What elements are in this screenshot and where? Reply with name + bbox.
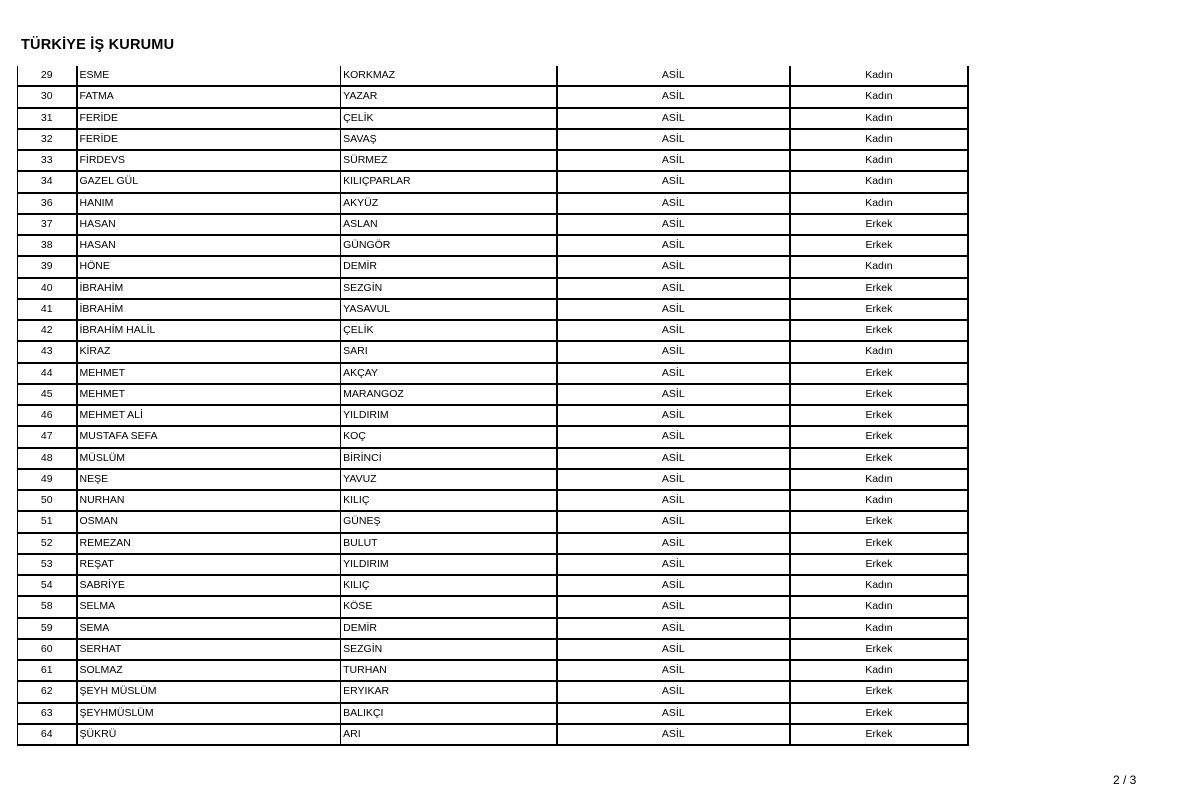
surname-cell: BİRİNCİ <box>341 448 557 469</box>
first-name-cell: SELMA <box>77 596 341 617</box>
gender-cell: Erkek <box>790 554 968 575</box>
gender-cell: Kadın <box>790 256 968 277</box>
surname-cell: GÜNEŞ <box>341 511 557 532</box>
row-number: 36 <box>18 193 77 214</box>
status-cell: ASİL <box>557 426 790 447</box>
first-name-cell: SEMA <box>77 618 341 639</box>
table-row <box>18 426 969 447</box>
first-name-cell: FERİDE <box>77 108 341 129</box>
first-name-cell: İBRAHİM <box>77 299 341 320</box>
gender-cell: Erkek <box>790 235 968 256</box>
row-number: 50 <box>18 490 77 511</box>
row-number: 38 <box>18 235 77 256</box>
status-cell: ASİL <box>557 341 790 362</box>
row-number: 29 <box>18 66 77 86</box>
surname-cell: TURHAN <box>341 660 557 681</box>
row-number: 37 <box>18 214 77 235</box>
gender-cell: Kadın <box>790 86 968 107</box>
first-name-cell: MEHMET <box>77 363 341 384</box>
status-cell: ASİL <box>557 596 790 617</box>
surname-cell: ERYIKAR <box>341 681 557 702</box>
table-row <box>18 405 969 426</box>
gender-cell: Erkek <box>790 299 968 320</box>
first-name-cell: HÖNE <box>77 256 341 277</box>
surname-cell: YILDIRIM <box>341 405 557 426</box>
gender-cell: Erkek <box>790 533 968 554</box>
gender-cell: Kadın <box>790 618 968 639</box>
table-row <box>18 596 969 617</box>
gender-cell: Kadın <box>790 171 968 192</box>
surname-cell: GÜNGÖR <box>341 235 557 256</box>
surname-cell: AKYÜZ <box>341 193 557 214</box>
gender-cell: Erkek <box>790 724 968 745</box>
first-name-cell: FATMA <box>77 86 341 107</box>
row-number: 31 <box>18 108 77 129</box>
status-cell: ASİL <box>557 469 790 490</box>
gender-cell: Erkek <box>790 511 968 532</box>
table-row <box>18 660 969 681</box>
table-row <box>18 511 969 532</box>
status-cell: ASİL <box>557 363 790 384</box>
first-name-cell: MÜSLÜM <box>77 448 341 469</box>
table-row <box>18 86 969 107</box>
row-number: 54 <box>18 575 77 596</box>
table-row <box>18 256 969 277</box>
first-name-cell: İBRAHİM <box>77 278 341 299</box>
row-number: 63 <box>18 703 77 724</box>
first-name-cell: SOLMAZ <box>77 660 341 681</box>
surname-cell: SEZGİN <box>341 639 557 660</box>
first-name-cell: ESME <box>77 66 341 86</box>
table-row <box>18 533 969 554</box>
status-cell: ASİL <box>557 618 790 639</box>
status-cell: ASİL <box>557 278 790 299</box>
gender-cell: Kadın <box>790 150 968 171</box>
row-number: 53 <box>18 554 77 575</box>
first-name-cell: OSMAN <box>77 511 341 532</box>
row-number: 49 <box>18 469 77 490</box>
surname-cell: SAVAŞ <box>341 129 557 150</box>
status-cell: ASİL <box>557 86 790 107</box>
gender-cell: Erkek <box>790 448 968 469</box>
row-number: 33 <box>18 150 77 171</box>
first-name-cell: NEŞE <box>77 469 341 490</box>
roster-table-body <box>18 66 969 745</box>
surname-cell: KORKMAZ <box>341 66 557 86</box>
row-number: 34 <box>18 171 77 192</box>
first-name-cell: REMEZAN <box>77 533 341 554</box>
first-name-cell: HASAN <box>77 235 341 256</box>
status-cell: ASİL <box>557 320 790 341</box>
table-row <box>18 193 969 214</box>
gender-cell: Kadın <box>790 108 968 129</box>
table-row <box>18 341 969 362</box>
table-row <box>18 724 969 745</box>
status-cell: ASİL <box>557 256 790 277</box>
table-row <box>18 214 969 235</box>
table-row <box>18 235 969 256</box>
gender-cell: Erkek <box>790 639 968 660</box>
table-row <box>18 363 969 384</box>
status-cell: ASİL <box>557 150 790 171</box>
status-cell: ASİL <box>557 384 790 405</box>
table-row <box>18 469 969 490</box>
surname-cell: ASLAN <box>341 214 557 235</box>
first-name-cell: GAZEL GÜL <box>77 171 341 192</box>
row-number: 30 <box>18 86 77 107</box>
surname-cell: YASAVUL <box>341 299 557 320</box>
table-row <box>18 490 969 511</box>
gender-cell: Kadın <box>790 193 968 214</box>
table-row <box>18 66 969 86</box>
gender-cell: Kadın <box>790 575 968 596</box>
table-row <box>18 108 969 129</box>
first-name-cell: MEHMET <box>77 384 341 405</box>
row-number: 64 <box>18 724 77 745</box>
first-name-cell: FERİDE <box>77 129 341 150</box>
table-row <box>18 681 969 702</box>
gender-cell: Erkek <box>790 703 968 724</box>
first-name-cell: MEHMET ALİ <box>77 405 341 426</box>
page-title: TÜRKİYE İŞ KURUMU <box>21 37 175 53</box>
table-row <box>18 299 969 320</box>
gender-cell: Kadın <box>790 490 968 511</box>
surname-cell: YAZAR <box>341 86 557 107</box>
surname-cell: MARANGOZ <box>341 384 557 405</box>
row-number: 62 <box>18 681 77 702</box>
row-number: 40 <box>18 278 77 299</box>
gender-cell: Erkek <box>790 278 968 299</box>
table-row <box>18 639 969 660</box>
row-number: 58 <box>18 596 77 617</box>
status-cell: ASİL <box>557 235 790 256</box>
first-name-cell: HANIM <box>77 193 341 214</box>
first-name-cell: MUSTAFA SEFA <box>77 426 341 447</box>
first-name-cell: FİRDEVS <box>77 150 341 171</box>
status-cell: ASİL <box>557 299 790 320</box>
surname-cell: ÇELİK <box>341 108 557 129</box>
status-cell: ASİL <box>557 66 790 86</box>
first-name-cell: HASAN <box>77 214 341 235</box>
surname-cell: ÇELİK <box>341 320 557 341</box>
table-row <box>18 448 969 469</box>
status-cell: ASİL <box>557 214 790 235</box>
row-number: 47 <box>18 426 77 447</box>
surname-cell: DEMİR <box>341 256 557 277</box>
row-number: 32 <box>18 129 77 150</box>
first-name-cell: İBRAHİM HALİL <box>77 320 341 341</box>
gender-cell: Kadın <box>790 596 968 617</box>
surname-cell: YAVUZ <box>341 469 557 490</box>
status-cell: ASİL <box>557 724 790 745</box>
surname-cell: AKÇAY <box>341 363 557 384</box>
surname-cell: DEMİR <box>341 618 557 639</box>
surname-cell: KILIÇ <box>341 575 557 596</box>
surname-cell: SARI <box>341 341 557 362</box>
gender-cell: Kadın <box>790 469 968 490</box>
first-name-cell: REŞAT <box>77 554 341 575</box>
table-row <box>18 129 969 150</box>
row-number: 46 <box>18 405 77 426</box>
row-number: 59 <box>18 618 77 639</box>
gender-cell: Kadın <box>790 660 968 681</box>
row-number: 43 <box>18 341 77 362</box>
status-cell: ASİL <box>557 681 790 702</box>
first-name-cell: KİRAZ <box>77 341 341 362</box>
first-name-cell: NURHAN <box>77 490 341 511</box>
status-cell: ASİL <box>557 533 790 554</box>
table-row <box>18 320 969 341</box>
status-cell: ASİL <box>557 639 790 660</box>
row-number: 48 <box>18 448 77 469</box>
surname-cell: BALIKÇI <box>341 703 557 724</box>
gender-cell: Erkek <box>790 363 968 384</box>
surname-cell: SÜRMEZ <box>341 150 557 171</box>
row-number: 52 <box>18 533 77 554</box>
roster-table <box>17 66 969 746</box>
gender-cell: Kadın <box>790 66 968 86</box>
first-name-cell: ŞEYHMÜSLÜM <box>77 703 341 724</box>
status-cell: ASİL <box>557 554 790 575</box>
status-cell: ASİL <box>557 193 790 214</box>
row-number: 42 <box>18 320 77 341</box>
surname-cell: YILDIRIM <box>341 554 557 575</box>
first-name-cell: SABRİYE <box>77 575 341 596</box>
status-cell: ASİL <box>557 129 790 150</box>
first-name-cell: SERHAT <box>77 639 341 660</box>
table-row <box>18 150 969 171</box>
status-cell: ASİL <box>557 171 790 192</box>
gender-cell: Erkek <box>790 214 968 235</box>
surname-cell: KÖSE <box>341 596 557 617</box>
status-cell: ASİL <box>557 660 790 681</box>
surname-cell: KILIÇ <box>341 490 557 511</box>
status-cell: ASİL <box>557 511 790 532</box>
gender-cell: Kadın <box>790 341 968 362</box>
table-row <box>18 618 969 639</box>
table-row <box>18 384 969 405</box>
gender-cell: Erkek <box>790 384 968 405</box>
row-number: 61 <box>18 660 77 681</box>
table-row <box>18 575 969 596</box>
first-name-cell: ŞÜKRÜ <box>77 724 341 745</box>
row-number: 41 <box>18 299 77 320</box>
table-row <box>18 278 969 299</box>
row-number: 39 <box>18 256 77 277</box>
first-name-cell: ŞEYH MÜSLÜM <box>77 681 341 702</box>
status-cell: ASİL <box>557 575 790 596</box>
table-row <box>18 703 969 724</box>
status-cell: ASİL <box>557 405 790 426</box>
gender-cell: Erkek <box>790 320 968 341</box>
status-cell: ASİL <box>557 448 790 469</box>
gender-cell: Kadın <box>790 129 968 150</box>
row-number: 44 <box>18 363 77 384</box>
surname-cell: KOÇ <box>341 426 557 447</box>
surname-cell: KILIÇPARLAR <box>341 171 557 192</box>
row-number: 60 <box>18 639 77 660</box>
status-cell: ASİL <box>557 703 790 724</box>
surname-cell: BULUT <box>341 533 557 554</box>
status-cell: ASİL <box>557 108 790 129</box>
row-number: 51 <box>18 511 77 532</box>
surname-cell: SEZGİN <box>341 278 557 299</box>
row-number: 45 <box>18 384 77 405</box>
page-number: 2 / 3 <box>1113 773 1137 787</box>
table-row <box>18 554 969 575</box>
gender-cell: Erkek <box>790 405 968 426</box>
gender-cell: Erkek <box>790 426 968 447</box>
gender-cell: Erkek <box>790 681 968 702</box>
table-row <box>18 171 969 192</box>
surname-cell: ARI <box>341 724 557 745</box>
status-cell: ASİL <box>557 490 790 511</box>
